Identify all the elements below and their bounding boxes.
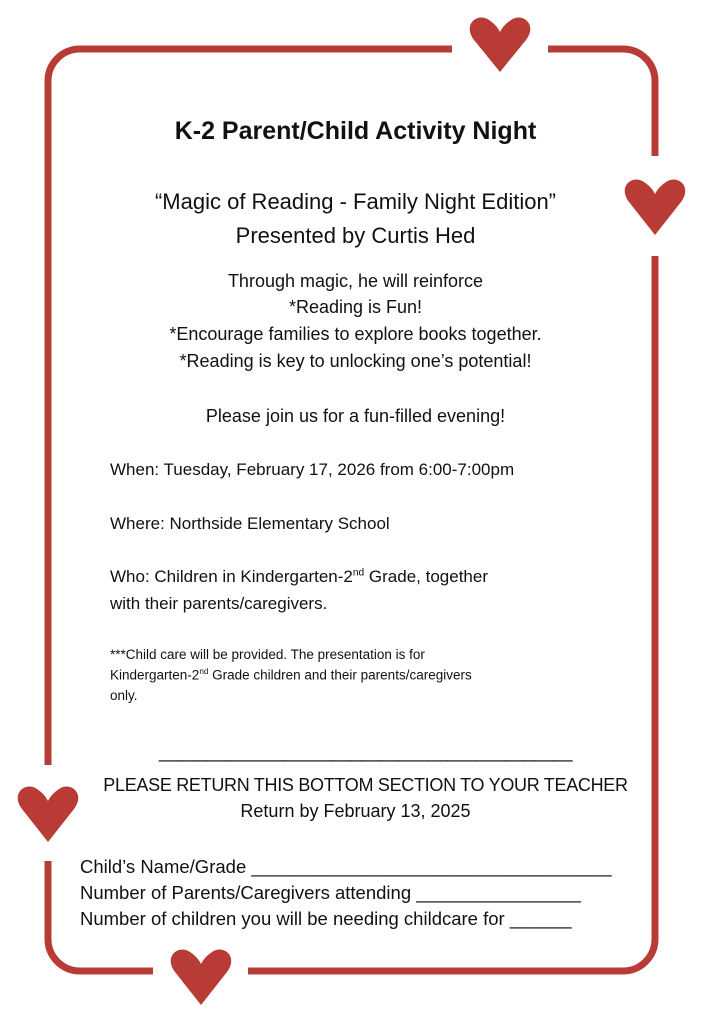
field-parents-attending[interactable] xyxy=(80,882,581,904)
field-blank[interactable]: ________________ xyxy=(416,882,581,903)
intro-line: Through magic, he will reinforce xyxy=(227,271,484,291)
field-label: Number of Parents/Caregivers attending xyxy=(80,882,412,903)
cut-divider: ___________________________________________ xyxy=(158,742,573,762)
return-by: Return by February 13, 2025 xyxy=(240,801,471,821)
who-text xyxy=(110,567,488,587)
page-title: K-2 Parent/Child Activity Night xyxy=(174,117,537,145)
return-heading: PLEASE RETURN THIS BOTTOM SECTION TO YOUR TEACHER xyxy=(103,775,628,795)
when-text: When: Tuesday, February 17, 2026 from 6:00-7:00pm xyxy=(110,460,515,479)
note-line: ***Child care will be provided. The presentation is for xyxy=(110,647,425,662)
who-pre: Who: Children in Kindergarten-2 xyxy=(110,567,353,586)
field-label: Child’s Name/Grade xyxy=(80,856,247,877)
invite-text: Please join us for a fun-filled evening! xyxy=(205,406,506,426)
field-blank[interactable]: ______ xyxy=(509,908,572,929)
who-line2: with their parents/caregivers. xyxy=(110,594,328,613)
intro-line: *Reading is key to unlocking one’s potential! xyxy=(179,351,532,371)
field-blank[interactable]: ___________________________________ xyxy=(251,856,612,877)
note-pre: Kindergarten-2 xyxy=(110,667,200,683)
note-post: Grade children and their parents/caregivers xyxy=(208,667,472,683)
field-label: Number of children you will be needing childcare for xyxy=(80,908,505,929)
intro-line: *Reading is Fun! xyxy=(288,297,423,317)
where-text: Where: Northside Elementary School xyxy=(110,514,390,533)
note-line: only. xyxy=(110,688,138,703)
presenter: Presented by Curtis Hed xyxy=(235,223,476,248)
who-sup: nd xyxy=(352,567,365,579)
border-frame xyxy=(48,49,655,971)
field-child-name[interactable] xyxy=(80,856,611,878)
field-childcare-count[interactable] xyxy=(80,908,572,930)
who-post: Grade, together xyxy=(364,567,489,586)
intro-line: *Encourage families to explore books together. xyxy=(169,324,542,344)
note-line xyxy=(110,667,472,683)
note-sup: nd xyxy=(199,667,209,676)
event-subtitle: “Magic of Reading - Family Night Edition” xyxy=(154,189,557,214)
